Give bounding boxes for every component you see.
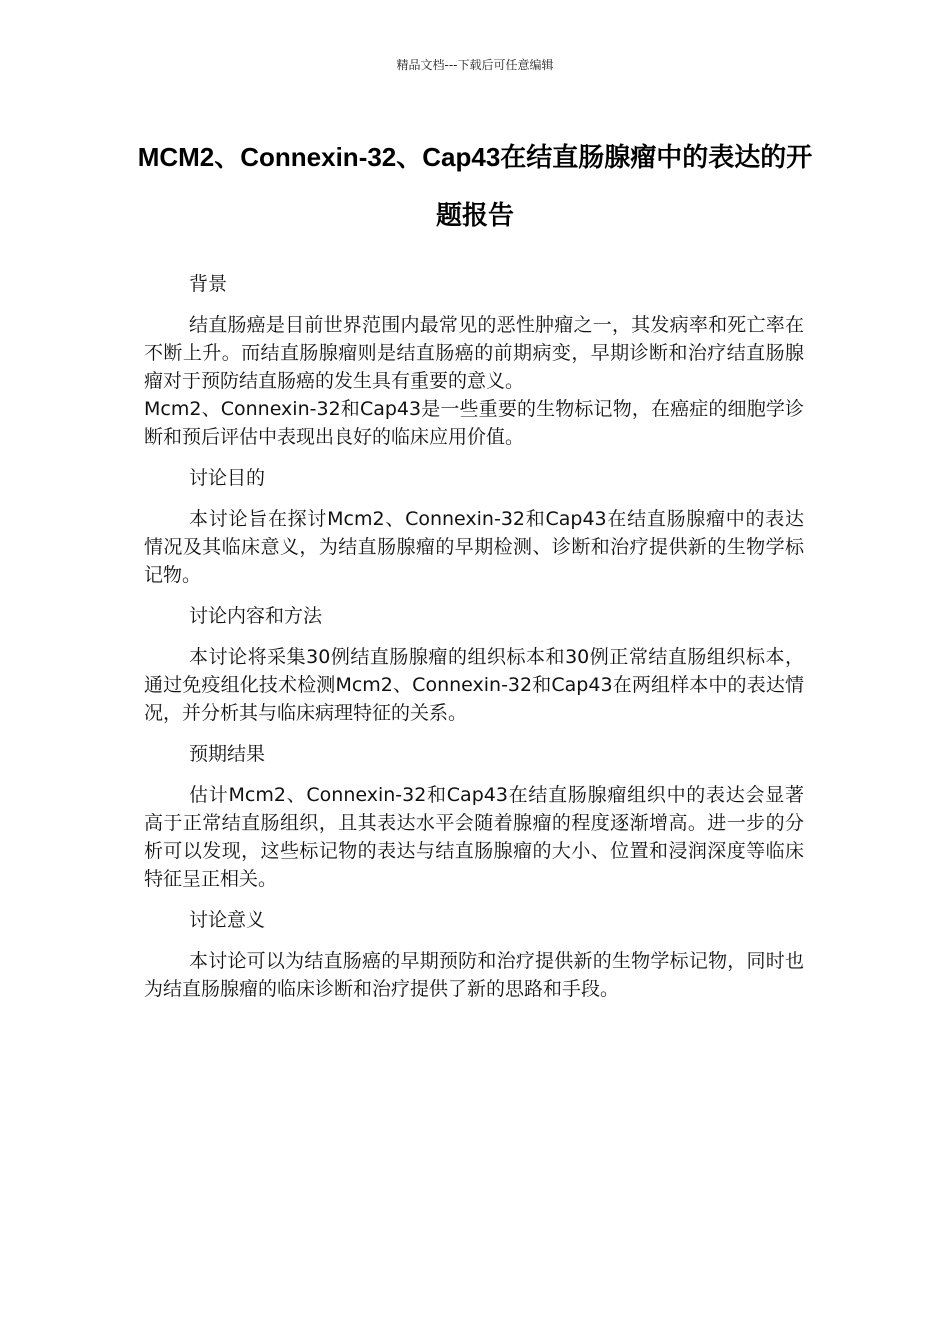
paragraph-significance: 本讨论可以为结直肠癌的早期预防和治疗提供新的生物学标记物，同时也为结直肠腺瘤的临床诊断和治疗提供了新的思路和手段。 <box>144 950 804 1000</box>
section-heading-background: 背景 <box>189 273 228 295</box>
paragraph-expected-results: 估计Mcm2、Connexin-32和Cap43在结直肠腺瘤组织中的表达会显著高于正常结直肠组织，且其表达水平会随着腺瘤的程度逐渐增高。进一步的分析可以发现，这些标记物的表达与结直肠腺瘤的大小、位置和浸润深度等临床特征呈正相关。 <box>144 784 804 890</box>
document-body <box>144 270 804 1016</box>
section-heading-significance: 讨论意义 <box>189 909 266 931</box>
paragraph-background <box>144 311 804 451</box>
section-heading-expected-results: 预期结果 <box>189 743 266 765</box>
section-heading-methods: 讨论内容和方法 <box>189 605 323 627</box>
section-heading-purpose: 讨论目的 <box>189 467 266 489</box>
paragraph-background-biomarkers: Mcm2、Connexin-32和Cap43是一些重要的生物标记物，在癌症的细胞学诊断和预后评估中表现出良好的临床应用价值。 <box>144 398 804 448</box>
paragraph-methods: 本讨论将采集30例结直肠腺瘤的组织标本和30例正常结直肠组织标本，通过免疫组化技术检测Mcm2、Connexin-32和Cap43在两组样本中的表达情况，并分析其与临床病理特征的关系。 <box>144 646 804 724</box>
document-title: MCM2、Connexin-32、Cap43在结直肠腺瘤中的表达的开题报告 <box>137 142 813 230</box>
paragraph-purpose: 本讨论旨在探讨Mcm2、Connexin-32和Cap43在结直肠腺瘤中的表达情况及其临床意义，为结直肠腺瘤的早期检测、诊断和治疗提供新的生物学标记物。 <box>144 508 804 586</box>
page-header: 精品文档---下载后可任意编辑 <box>396 58 554 72</box>
paragraph-background-text: 结直肠癌是目前世界范围内最常见的恶性肿瘤之一，其发病率和死亡率在不断上升。而结直肠腺瘤则是结直肠癌的前期病变，早期诊断和治疗结直肠腺瘤对于预防结直肠癌的发生具有重要的意义。 <box>144 314 804 392</box>
